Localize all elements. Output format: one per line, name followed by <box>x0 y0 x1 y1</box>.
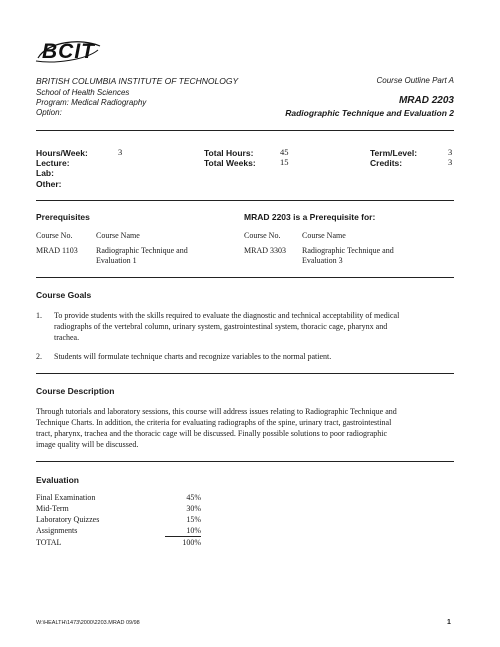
prereq-col-no: Course No. <box>36 231 73 240</box>
goal-1-line: To provide students with the skills required to evaluate the diagnostic and technical acceptability of medical <box>54 311 400 320</box>
goal-1-number: 1. <box>36 311 42 320</box>
course-code: MRAD 2203 <box>398 95 454 106</box>
prereq-course-name-cont: Evaluation 1 <box>96 256 137 265</box>
prereq-col-name: Course Name <box>96 231 140 240</box>
prereq-for-col-name: Course Name <box>302 231 346 240</box>
evaluation-row <box>36 515 201 525</box>
option-label: Option: <box>36 108 62 117</box>
total-weeks-label: Total Weeks: <box>204 158 256 168</box>
evaluation-total-label: TOTAL <box>36 538 62 547</box>
evaluation-row <box>36 526 201 536</box>
description-line: Technique Charts. In addition, the criteria for evaluating radiographs of the spine, urinary tract, gastrointestinal <box>36 418 392 427</box>
goal-1-line: trachea. <box>54 333 80 342</box>
course-title: Radiographic Technique and Evaluation 2 <box>285 108 454 118</box>
lab-label: Lab: <box>36 168 54 178</box>
description-title: Course Description <box>36 386 115 396</box>
total-hours-value: 45 <box>280 147 289 157</box>
credits-value: 3 <box>448 157 453 167</box>
total-hours-label: Total Hours: <box>204 148 254 158</box>
description-line: image quality will be discussed. <box>36 440 139 449</box>
evaluation-item: Final Examination <box>36 493 96 502</box>
logo-text: BCIT <box>42 40 95 63</box>
prereq-for-course-name-cont: Evaluation 3 <box>302 256 343 265</box>
prerequisite-for-title: MRAD 2203 is a Prerequisite for: <box>244 212 376 222</box>
evaluation-percent: 15% <box>186 515 201 524</box>
institution-name: BRITISH COLUMBIA INSTITUTE OF TECHNOLOGY <box>36 76 239 86</box>
other-label: Other: <box>36 179 62 189</box>
evaluation-row <box>36 493 201 503</box>
page-number: 1 <box>447 619 451 626</box>
evaluation-total-percent: 100% <box>182 538 201 547</box>
divider <box>36 461 454 462</box>
goal-2-line: Students will formulate technique charts and recognize variables to the normal patient. <box>54 352 332 361</box>
evaluation-row <box>36 504 201 514</box>
outline-label: Course Outline Part A <box>376 76 454 85</box>
evaluation-percent: 30% <box>186 504 201 513</box>
term-level-label: Term/Level: <box>370 148 418 158</box>
prereq-course-no: MRAD 1103 <box>36 246 78 255</box>
evaluation-item: Laboratory Quizzes <box>36 515 100 524</box>
evaluation-item: Mid-Term <box>36 504 69 513</box>
evaluation-item: Assignments <box>36 526 78 535</box>
lecture-label: Lecture: <box>36 158 70 168</box>
goal-2-number: 2. <box>36 352 42 361</box>
divider <box>36 373 454 374</box>
prereq-course-name: Radiographic Technique and <box>96 246 188 255</box>
goals-title: Course Goals <box>36 290 92 300</box>
prerequisites-title: Prerequisites <box>36 212 90 222</box>
description-line: Through tutorials and laboratory sessions, this course will address issues relating to Radiographic Technique and <box>36 407 397 416</box>
school-name: School of Health Sciences <box>36 88 130 97</box>
prereq-for-course-no: MRAD 3303 <box>244 246 287 255</box>
divider <box>36 277 454 278</box>
prereq-for-course-name: Radiographic Technique and <box>302 246 394 255</box>
evaluation-title: Evaluation <box>36 475 79 485</box>
program-name: Program: Medical Radiography <box>36 98 147 107</box>
hours-week-label: Hours/Week: <box>36 148 88 158</box>
term-level-value: 3 <box>448 147 453 157</box>
divider <box>36 200 454 201</box>
evaluation-percent: 45% <box>186 493 201 502</box>
footer-path: W:\HEALTH\1473\2000\2203.MRAD 09/98 <box>36 620 140 626</box>
total-underline <box>165 536 201 537</box>
prereq-for-col-no: Course No. <box>244 231 281 240</box>
evaluation-percent: 10% <box>186 526 201 535</box>
bcit-logo <box>34 38 104 64</box>
goal-1-line: radiographs of the vertebral column, urinary system, gastrointestinal system, thoracic cage, pharynx and <box>54 322 388 331</box>
divider <box>36 130 454 131</box>
evaluation-total-row <box>36 538 201 548</box>
hours-week-value: 3 <box>118 147 123 157</box>
total-weeks-value: 15 <box>280 157 289 167</box>
credits-label: Credits: <box>370 158 403 168</box>
description-line: tract, pharynx, trachea and the thoracic cage will be discussed. Finally possible solutions to poor radiographic <box>36 429 388 438</box>
